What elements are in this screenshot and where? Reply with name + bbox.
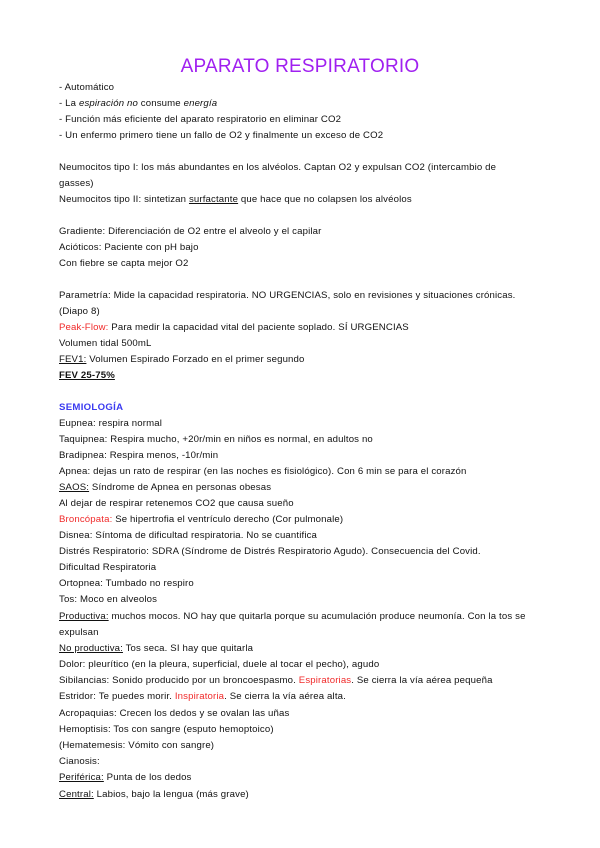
- text-span: Gradiente: Diferenciación de O2 entre el alveolo y el capilar: [59, 226, 322, 237]
- text-line: [59, 498, 294, 510]
- text-line: [59, 643, 253, 655]
- text-span: . Se cierra la vía aérea alta.: [224, 691, 346, 702]
- text-span: Bradipnea: Respira menos, -10r/min: [59, 450, 219, 461]
- text-line: [59, 594, 157, 606]
- text-span: Al dejar de respirar retenemos CO2 que causa sueño: [59, 498, 294, 509]
- text-span: - Función más eficiente del aparato respiratorio en eliminar CO2: [59, 114, 342, 125]
- text-span: Hemoptisis: Tos con sangre (esputo hemoptoico): [59, 724, 274, 735]
- emphasized-term: No productiva:: [59, 643, 123, 654]
- text-span: Neumocitos tipo II: sintetizan: [59, 194, 189, 205]
- text-span: . Se cierra la vía aérea pequeña: [351, 675, 493, 686]
- text-line: [59, 242, 199, 254]
- text-line: [59, 562, 156, 574]
- emphasized-term: espiración no: [78, 98, 138, 109]
- text-span: Síndrome de Apnea en personas obesas: [89, 482, 272, 493]
- text-line: [59, 530, 317, 542]
- text-span: Se hipertrofia el ventrículo derecho (Cor pulmonale): [112, 514, 344, 525]
- text-span: consume: [137, 98, 184, 109]
- text-line: [59, 354, 305, 366]
- text-span: Eupnea: respira normal: [59, 418, 163, 429]
- text-line: [59, 370, 115, 382]
- emphasized-term: Central:: [59, 789, 94, 800]
- emphasized-term: SAOS:: [59, 482, 90, 493]
- text-line: [59, 546, 481, 558]
- text-span: Dolor: pleurítico (en la pleura, superficial, duele al tocar el pecho), agudo: [59, 659, 380, 670]
- text-line: [59, 98, 217, 110]
- text-line: [59, 789, 249, 801]
- text-span: Acropaquias: Crecen los dedos y se ovalan las uñas: [59, 708, 290, 719]
- text-span: (Diapo 8): [59, 306, 100, 317]
- text-line: [59, 338, 151, 350]
- highlighted-term: Broncópata:: [59, 514, 113, 525]
- text-line: [59, 466, 467, 478]
- text-span: Taquipnea: Respira mucho, +20r/min en niños es normal, en adultos no: [59, 434, 373, 445]
- text-line: [59, 130, 383, 142]
- highlighted-term: Inspiratoria: [174, 691, 225, 702]
- text-span: Labios, bajo la lengua (más grave): [93, 789, 249, 800]
- text-line: [59, 675, 493, 687]
- emphasized-term: surfactante: [188, 194, 239, 205]
- text-line: [59, 611, 526, 623]
- text-span: - Un enfermo primero tiene un fallo de O2 y finalmente un exceso de CO2: [59, 130, 384, 141]
- text-span: Dificultad Respiratoria: [59, 562, 157, 573]
- text-line: [59, 756, 100, 768]
- text-span: Disnea: Síntoma de dificultad respiratoria. No se cuantifica: [59, 530, 318, 541]
- text-span: Parametría: Mide la capacidad respiratoria. NO URGENCIAS, solo en revisiones y situaciones crónicas.: [59, 290, 516, 301]
- text-span: (Hematemesis: Vómito con sangre): [59, 740, 215, 751]
- text-span: - La: [59, 98, 79, 109]
- text-line: [59, 482, 271, 494]
- emphasized-term: FEV 25-75%: [59, 370, 115, 381]
- text-line: [59, 258, 189, 270]
- text-span: muchos mocos. NO hay que quitarla porque su acumulación produce neumonía. Con la tos se: [108, 611, 526, 622]
- highlighted-term: Peak-Flow:: [59, 322, 109, 333]
- highlighted-term: Espiratorias: [298, 675, 352, 686]
- text-line: [59, 226, 321, 238]
- text-line: [59, 708, 289, 720]
- text-line: [59, 418, 162, 430]
- text-span: Estridor: Te puedes morir.: [59, 691, 175, 702]
- text-span: Neumocitos tipo I: los más abundantes en los alvéolos. Captan O2 y expulsan CO2 (intercambio de: [59, 162, 497, 173]
- section-heading: SEMIOLOGÍA: [59, 402, 124, 413]
- text-span: Distrés Respiratorio: SDRA (Síndrome de Distrés Respiratorio Agudo). Consecuencia del Covid.: [59, 546, 481, 557]
- text-line: [59, 627, 99, 639]
- text-line: [59, 724, 274, 736]
- emphasized-term: energía: [183, 98, 218, 109]
- text-line: [59, 290, 516, 302]
- text-line: [59, 434, 373, 446]
- text-line: [59, 659, 379, 671]
- text-line: [59, 740, 214, 752]
- text-span: expulsan: [59, 627, 99, 638]
- text-span: - Automático: [59, 82, 115, 93]
- text-span: Apnea: dejas un rato de respirar (en las noches es fisiológico). Con 6 min se para el corazón: [59, 466, 467, 477]
- text-line: [59, 772, 192, 784]
- text-line: [59, 82, 114, 94]
- text-span: que hace que no colapsen los alvéolos: [238, 194, 412, 205]
- text-line: [59, 162, 496, 174]
- text-line: [59, 578, 194, 590]
- text-line: [59, 450, 218, 462]
- text-span: Punta de los dedos: [103, 772, 192, 783]
- text-line: [59, 691, 346, 703]
- text-span: Para medir la capacidad vital del paciente soplado. SÍ URGENCIAS: [108, 322, 409, 333]
- text-line: [59, 322, 409, 334]
- text-span: gasses): [59, 178, 94, 189]
- text-span: Acióticos: Paciente con pH bajo: [59, 242, 199, 253]
- text-span: Volumen Espirado Forzado en el primer segundo: [86, 354, 305, 365]
- text-span: Ortopnea: Tumbado no respiro: [59, 578, 194, 589]
- text-span: Tos: Moco en alveolos: [59, 594, 158, 605]
- text-line: [59, 402, 123, 414]
- text-span: Tos seca. SI hay que quitarla: [122, 643, 254, 654]
- document-title: APARATO RESPIRATORIO: [180, 56, 420, 77]
- emphasized-term: Periférica:: [59, 772, 104, 783]
- text-line: [59, 306, 100, 318]
- text-span: Cianosis:: [59, 756, 100, 767]
- emphasized-term: FEV1:: [59, 354, 87, 365]
- text-span: Volumen tidal 500mL: [59, 338, 152, 349]
- text-line: [59, 194, 412, 206]
- text-span: Con fiebre se capta mejor O2: [59, 258, 189, 269]
- emphasized-term: Productiva:: [59, 611, 109, 622]
- text-span: Sibilancias: Sonido producido por un broncoespasmo.: [59, 675, 299, 686]
- text-line: [59, 178, 94, 190]
- text-line: [59, 514, 343, 526]
- text-line: [59, 114, 341, 126]
